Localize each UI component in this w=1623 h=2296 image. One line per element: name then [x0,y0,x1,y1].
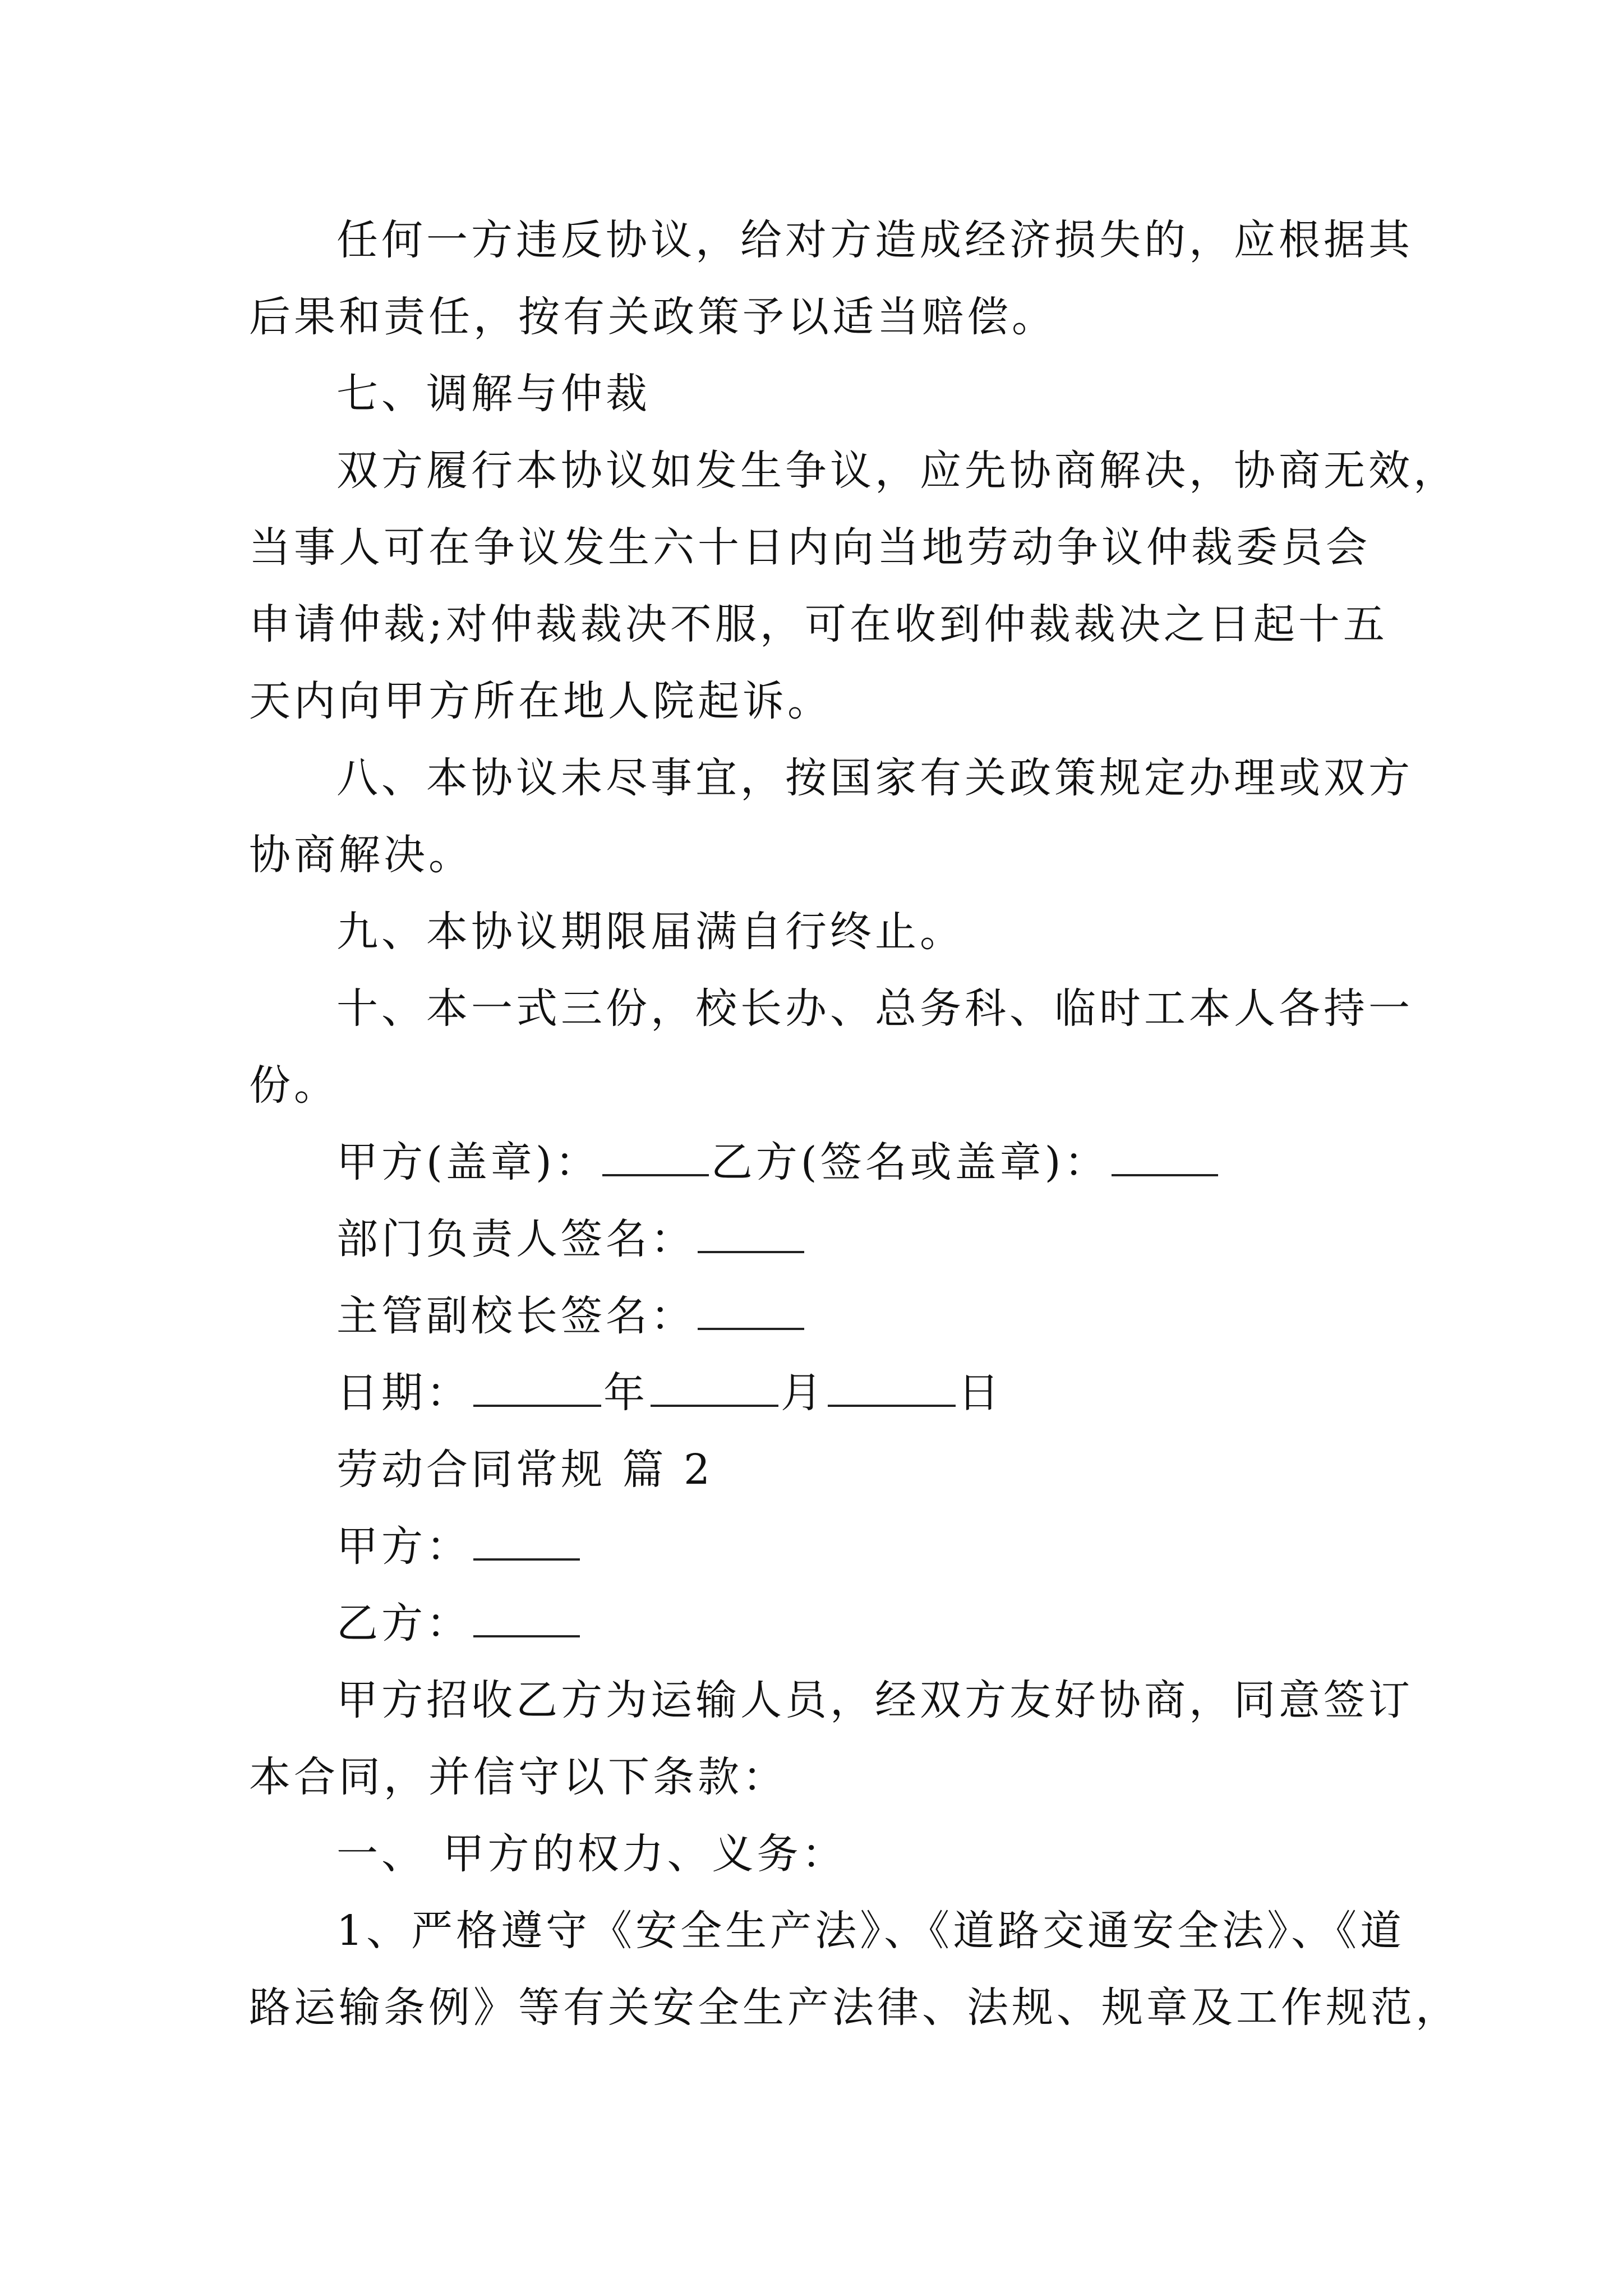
paragraph-line: 八、本协议未尽事宜，按国家有关政策规定办理或双方 [336,754,1413,802]
paragraph-line: 天内向甲方所在地人院起诉。 [249,677,832,725]
paragraph-line: 九、本协议期限届满自行终止。 [336,908,965,956]
month-label: 月 [781,1369,826,1417]
paragraph-line: 任何一方违反协议，给对方造成经济损失的，应根据其 [336,216,1413,264]
signature-line-parties [249,1124,1387,1201]
signature-line-date [249,1355,1387,1432]
paragraph-line: 后果和责任，按有关政策予以适当赔偿。 [249,293,1057,341]
section-2-title: 劳动合同常规 篇 2 [336,1446,714,1494]
paragraph-line: 当事人可在争议发生六十日内向当地劳动争议仲裁委员会 [249,523,1371,572]
party-b-sign-label: 乙方(签名或盖章)： [711,1138,1109,1186]
document-body [249,202,1460,2046]
section-heading: 七、调解与仲裁 [336,370,651,418]
party-a-seal-label: 甲方(盖章)： [336,1138,600,1186]
signature-line-vice-principal [249,1278,1387,1355]
party-b-sign-blank[interactable] [1112,1142,1218,1176]
paragraph-line: 申请仲裁;对仲裁裁决不服，可在收到仲裁裁决之日起十五 [249,600,1388,648]
date-label: 日期： [336,1369,471,1417]
paragraph-line: 1、严格遵守《安全生产法》、《道路交通安全法》、《道 [336,1907,1405,1955]
paragraph-line: 协商解决。 [249,831,473,879]
section-2-party-b-label: 乙方： [336,1599,471,1648]
year-blank[interactable] [473,1372,601,1407]
paragraph-line: 十、本一式三份，校长办、总务科、临时工本人各持一 [336,984,1413,1033]
signature-line-dept-head [249,1201,1387,1278]
paragraph-line: 甲方招收乙方为运输人员，经双方友好协商，同意签订 [336,1676,1413,1724]
paragraph-line: 路运输条例》等有关安全生产法律、法规、规章及工作规范， [249,1984,1460,2032]
dept-head-blank[interactable] [698,1218,804,1253]
section-2-party-b [249,1585,1387,1662]
section-2-party-b-blank[interactable] [473,1603,580,1637]
year-label: 年 [603,1369,648,1417]
day-label: 日 [958,1369,1003,1417]
month-blank[interactable] [651,1372,778,1407]
section-2-party-a [249,1508,1387,1585]
section-2-party-a-label: 甲方： [336,1522,471,1571]
vice-principal-label: 主管副校长签名： [336,1292,695,1340]
paragraph-line: 本合同，并信守以下条款： [249,1753,787,1801]
paragraph-line: 份。 [249,1061,339,1110]
vice-principal-blank[interactable] [698,1295,804,1330]
day-blank[interactable] [828,1372,956,1407]
paragraph-line: 双方履行本协议如发生争议，应先协商解决，协商无效， [336,447,1458,495]
section-2-party-a-blank[interactable] [473,1526,580,1561]
party-a-seal-blank[interactable] [602,1142,709,1176]
section-heading: 一、 甲方的权力、义务： [336,1830,847,1878]
dept-head-label: 部门负责人签名： [336,1215,695,1263]
